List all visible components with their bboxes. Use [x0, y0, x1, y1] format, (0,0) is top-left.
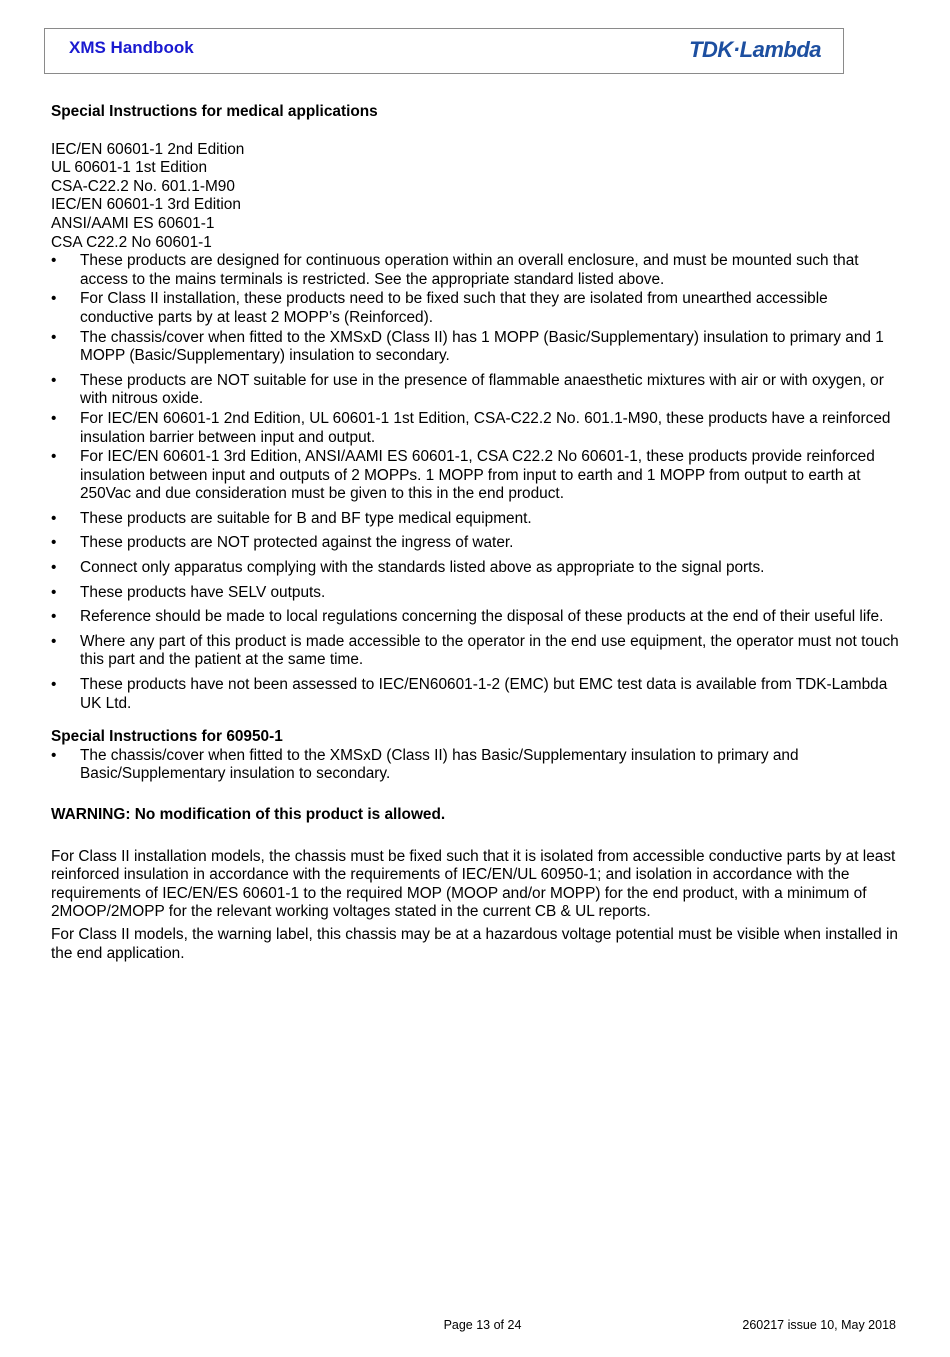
paragraph: For Class II installation models, the chassis must be fixed such that it is isolated from accessible conductive parts by at least reinforced insulation in accordance with the requirements of IEC/EN/UL 60950-1; and isolation in accordance with the requirements of IEC/EN/ES 60601-1 to the required MOP (MOOP and/or MOPP) for the end product, with a minimum of 2MOOP/2MOPP for the relevant working voltages stated in the current CB & UL reports. [51, 847, 896, 921]
bullet-item: • Connect only apparatus complying with the standards listed above as appropriate to the signal ports. [51, 559, 901, 578]
page-number: Page 13 of 24 [443, 1318, 522, 1332]
60950-instructions-list [51, 747, 901, 784]
standard-item: UL 60601-1 1st Edition [51, 159, 208, 177]
standard-item: CSA-C22.2 No. 601.1-M90 [51, 177, 235, 195]
bullet-item: • The chassis/cover when fitted to the XMSxD (Class II) has 1 MOPP (Basic/Supplementary) insulation to primary and 1 MOPP (Basic/Supplementary) insulation to secondary. [51, 329, 901, 366]
bullet-item: • These products have not been assessed to IEC/EN60601-1-2 (EMC) but EMC test data is available from TDK-Lambda UK Ltd. [51, 676, 901, 713]
tdk-lambda-logo: TDK·Lambda [689, 37, 821, 62]
standard-item: IEC/EN 60601-1 3rd Edition [51, 196, 241, 214]
bullet-item: • For IEC/EN 60601-1 2nd Edition, UL 60601-1 1st Edition, CSA-C22.2 No. 601.1-M90, these products have a reinforced insulation barrier between input and output. [51, 410, 901, 447]
section-heading-medical: Special Instructions for medical applications [51, 103, 378, 120]
bullet-item: • Reference should be made to local regulations concerning the disposal of these products at the end of their useful life. [51, 608, 901, 627]
standard-item: IEC/EN 60601-1 2nd Edition [51, 140, 245, 158]
bullet-item: • For IEC/EN 60601-1 3rd Edition, ANSI/AAMI ES 60601-1, CSA C22.2 No 60601-1, these products provide reinforced insulation between input and outputs of 2 MOPPs. 1 MOPP from input to earth and 1 MOPP from output to earth at 250Vac and due consideration must be given to this in the end product. [51, 448, 901, 504]
paragraph: For Class II models, the warning label, this chassis may be at a hazardous voltage potential must be visible when installed in the end application. [51, 925, 898, 962]
medical-instructions-list [51, 252, 901, 713]
bullet-item: • For Class II installation, these products need to be fixed such that they are isolated from unearthed accessible conductive parts by at least 2 MOPP’s (Reinforced). [51, 290, 901, 327]
document-title: XMS Handbook [69, 38, 194, 57]
section-heading-60950: Special Instructions for 60950-1 [51, 728, 283, 746]
standards-list [51, 141, 901, 253]
document-body [51, 103, 901, 963]
warning-text: WARNING: No modification of this product is allowed. [51, 806, 446, 823]
bullet-item: • These products are NOT suitable for use in the presence of flammable anaesthetic mixtures with air or with oxygen, or with nitrous oxide. [51, 372, 901, 409]
bullet-item: • These products have SELV outputs. [51, 584, 901, 603]
standard-item: CSA C22.2 No 60601-1 [51, 233, 212, 251]
bullet-item: • Where any part of this product is made accessible to the operator in the end use equipment, the operator must not touch this part and the patient at the same time. [51, 633, 901, 670]
page-header [44, 28, 844, 74]
bullet-item: • These products are suitable for B and BF type medical equipment. [51, 510, 901, 529]
bullet-item: • These products are NOT protected against the ingress of water. [51, 534, 901, 553]
issue-info: 260217 issue 10, May 2018 [742, 1318, 896, 1332]
bullet-item: • The chassis/cover when fitted to the XMSxD (Class II) has Basic/Supplementary insulation to primary and Basic/Supplementary insulation to secondary. [51, 747, 901, 784]
standard-item: ANSI/AAMI ES 60601-1 [51, 214, 215, 232]
bullet-item: • These products are designed for continuous operation within an overall enclosure, and must be mounted such that access to the mains terminals is restricted. See the appropriate standard listed above. [51, 252, 901, 289]
